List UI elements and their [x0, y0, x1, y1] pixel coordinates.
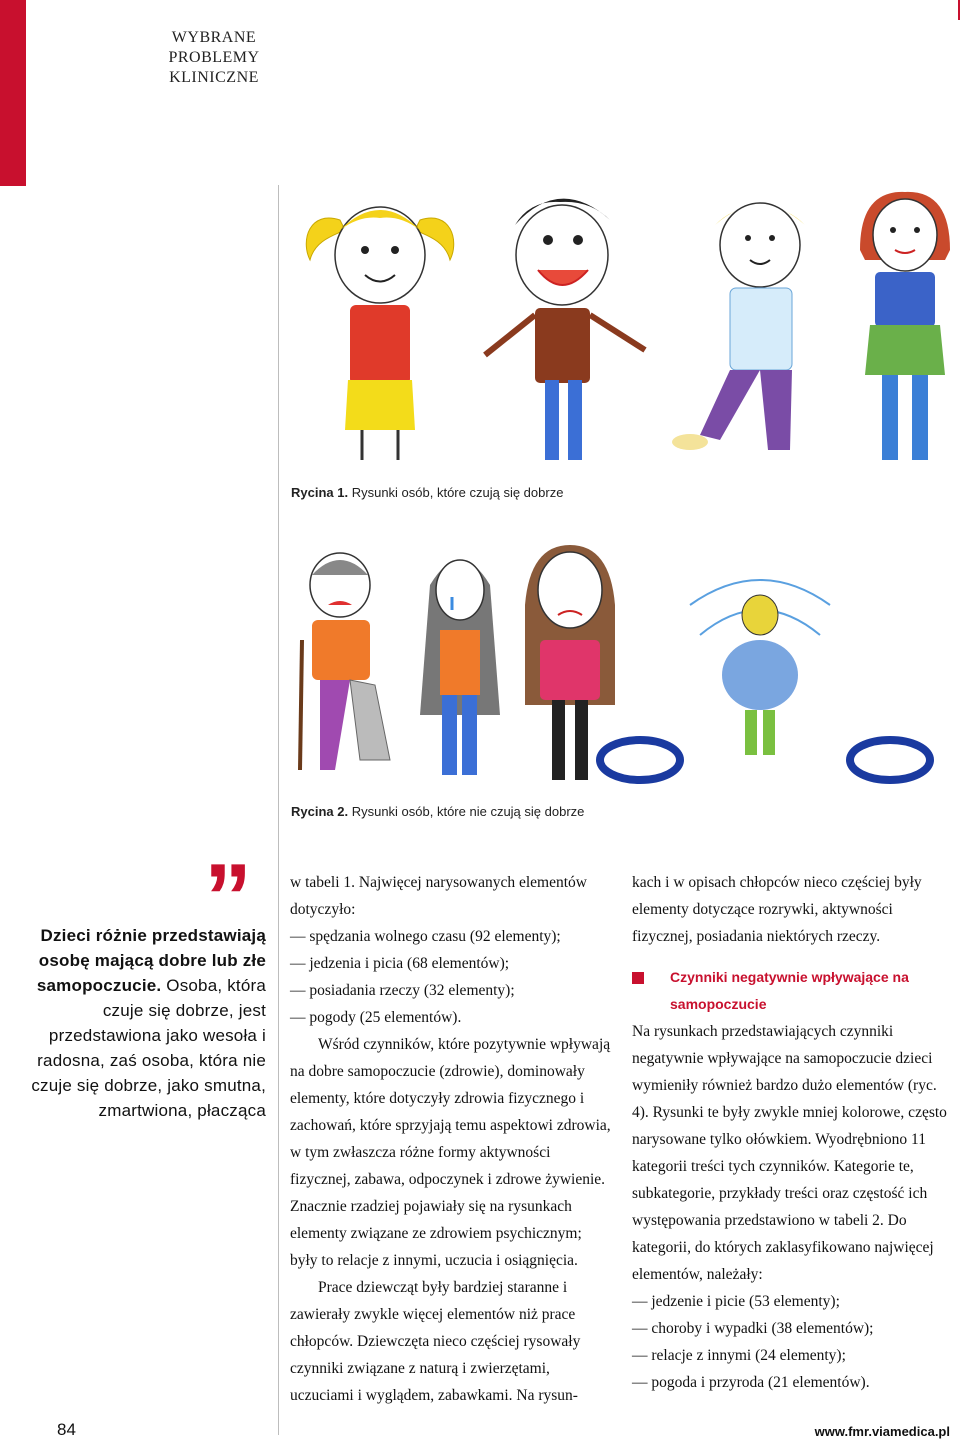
- drawing-sad-girl: [525, 545, 615, 780]
- figure-1-caption-text: Rysunki osób, które czują się dobrze: [348, 485, 564, 500]
- drawing-boy-black-hair: [485, 199, 645, 460]
- col3-list-item: — choroby i wypadki (38 elementów);: [632, 1320, 874, 1337]
- col2-list-item: — spędzania wolnego czasu (92 elementy);: [290, 928, 561, 945]
- drawing-girl-red-hair: [860, 192, 950, 460]
- col3-paragraph-1: Na rysunkach przedstawiających czynniki negatywnie wpływające na samopoczucie dzieci wymieniły również bardzo dużo elementów (ryc. 4). Rysunki te były zwykle mniej kolorowe, często narysowane tylko ołówkiem. Wyodrębniono 11 kategorii treści tych czynników. Kategorie te, subkategorie, przykłady treści oraz częstość ich występowania przedstawiono w tabeli 2. Do kategorii, do których zaklasyfikowano najwięcej elementów, należały:: [632, 1023, 947, 1283]
- col2-intro: w tabeli 1. Najwięcej narysowanych elementów dotyczyło:: [290, 874, 587, 918]
- pull-quote-text: Osoba, która czuje się dobrze, jest przedstawiona jako wesoła i radosna, zaś osoba, która nie czuje się dobrze, jako smutna, zmartwiona, płacząca: [31, 976, 266, 1120]
- text-column-2: [290, 869, 612, 1409]
- col3-paragraph-0: kach i w opisach chłopców nieco częściej były elementy dotyczące rozrywki, aktywności fizycznej, posiadania niektórych rzeczy.: [632, 874, 922, 945]
- figure-2-drawings: [290, 545, 955, 805]
- drawing-boy-with-crutch: [300, 553, 390, 770]
- figure-1-caption: [291, 485, 563, 500]
- subheading-square-icon: [632, 972, 644, 984]
- col2-paragraph-2: Prace dziewcząt były bardziej staranne i zawierały zwykle więcej elementów niż prace chłopców. Dziewczęta nieco częściej rysowały czynniki związane z naturą i zwierzętami, uczuciami i wyglądem, zabawkami. Na rysun-: [290, 1279, 581, 1404]
- col2-paragraph-1: Wśród czynników, które pozytywnie wpływają na dobre samopoczucie (zdrowie), dominowały elementy, które dotyczyły zdrowia fizycznego i zachowań, które sprzyjają temu aspektowi zdrowia, w tym zwłaszcza różne formy aktywności fizycznej, zabawa, odpoczynek i zdrowe żywienie. Znacznie rzadziej pojawiały się na rysunkach elementy związane ze zdrowiem psychicznym; były to relacje z innymi, uczucia i osiągnięcia.: [290, 1036, 611, 1269]
- section-color-bar: [0, 0, 26, 186]
- col3-list-item: — relacje z innymi (24 elementy);: [632, 1347, 846, 1364]
- section-label: WYBRANE PROBLEMY KLINICZNE: [168, 29, 260, 86]
- drawing-crying-girl: [420, 560, 500, 775]
- section-subheading: [632, 964, 954, 1018]
- col3-list-item: — pogoda i przyroda (21 elementów).: [632, 1374, 870, 1391]
- col3-list-item: — jedzenie i picie (53 elementy);: [632, 1293, 840, 1310]
- pull-quote: [18, 923, 266, 1123]
- drawing-boy-blue-shirt: [672, 203, 805, 450]
- drawing-crying-figure-puddles: [600, 580, 930, 780]
- column-divider: [278, 185, 279, 1435]
- col2-list-item: — jedzenia i picia (68 elementów);: [290, 955, 510, 972]
- subheading-text: Czynniki negatywnie wpływające na samopoczucie: [670, 969, 909, 1012]
- footer-url[interactable]: www.fmr.viamedica.pl: [814, 1424, 950, 1439]
- figure-1-caption-label: Rycina 1.: [291, 485, 349, 500]
- figure-1-drawings: [290, 180, 955, 480]
- figure-2-caption-label: Rycina 2.: [291, 804, 349, 819]
- figure-2-caption-text: Rysunki osób, które nie czują się dobrze: [348, 804, 585, 819]
- text-column-3: [632, 869, 954, 1396]
- page-number: 84: [57, 1420, 76, 1439]
- col2-list-item: — posiadania rzeczy (32 elementy);: [290, 982, 515, 999]
- pull-quote-bold: Dzieci różnie przedstawiają osobę mającą dobre lub złe samopoczucie.: [36, 926, 266, 995]
- quote-mark-icon: ”: [204, 844, 252, 951]
- col2-list-item: — pogody (25 elementów).: [290, 1009, 462, 1026]
- figure-2-caption: [291, 804, 584, 819]
- drawing-girl-yellow-hair: [306, 207, 454, 460]
